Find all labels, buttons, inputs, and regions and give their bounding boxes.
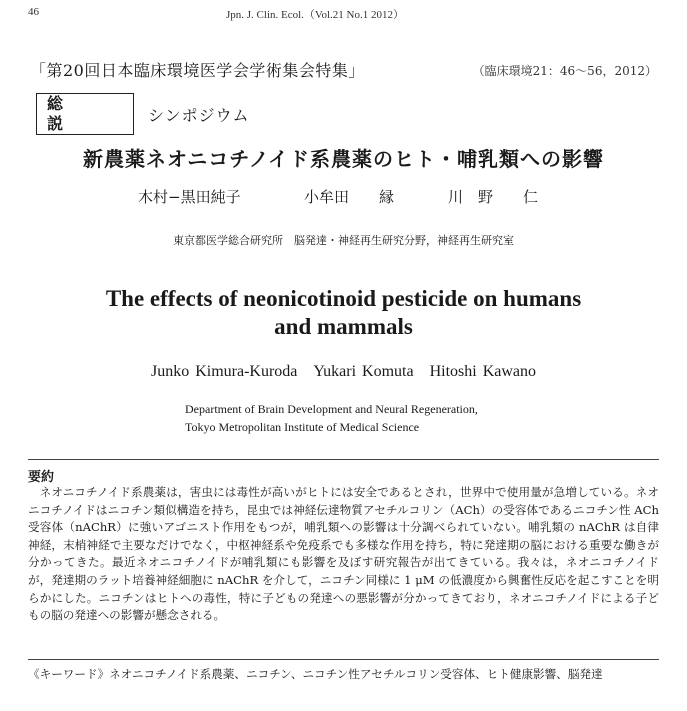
category-label: シンポジウム — [148, 105, 250, 125]
keywords-text: ネオニコチノイド系農薬、ニコチン、ニコチン性アセチルコリン受容体、ヒト健康影響、脳発達 — [109, 667, 603, 681]
keywords — [28, 666, 659, 684]
page-number: 46 — [28, 6, 39, 18]
english-title-line-2: and mammals — [274, 314, 413, 339]
english-affiliation-line-2: Tokyo Metropolitan Institute of Medical Science — [185, 420, 420, 434]
abstract-top-rule — [28, 459, 659, 460]
english-authors: Junko Kimura-Kuroda Yukari Komuta Hitoshi Kawano — [150, 363, 537, 380]
keywords-top-rule — [28, 659, 659, 660]
abstract-heading: 要約 — [28, 470, 55, 485]
english-affiliation — [185, 400, 478, 436]
japanese-affiliation: 東京都医学総合研究所 脳発達・神経再生研究分野，神経再生研究室 — [173, 234, 514, 247]
category-boxed-label: 総 説 — [47, 94, 108, 133]
author-jp-3: 川 野 仁 — [448, 188, 539, 206]
japanese-title: 新農薬ネオニコチノイド系農薬のヒト・哺乳類への影響 — [83, 147, 604, 171]
citation: （臨床環境21：46〜56，2012） — [472, 64, 657, 78]
english-affiliation-line-1: Department of Brain Development and Neural Regeneration, — [185, 402, 478, 416]
abstract-body: ネオニコチノイド系農薬は，害虫には毒性が高いがヒトには安全であるとされ，世界中で使用量が急増している。ネオニコチノイドはニコチン類似構造を持ち，昆虫では神経伝達物質アセチルコリン（ACh）の受容体であるニコチン性 ACh 受容体（nAChR）に強いアゴニスト作用をもつが，哺乳類への影響は十分調べられていない。哺乳類の nAChR は自律神経，末梢神経で主要なだけでなく，中枢神経系や免疫系でも多様な作用を持ち，特に発達期の脳における重要な働きが分かってきた。最近ネオニコチノイドが哺乳類にも影響を及ぼす研究報告が出てきている。我々は，ネオニコチノイドが，発達期のラット培養神経細胞に nAChR を介して，ニコチン同様に 1 μM の低濃度から興奮性反応を起こすことを明らかにした。ニコチンはヒトへの毒性，特に子どもの発達への悪影響が分かってきており，ネオニコチノイドによる子どもの脳の発達への影響が懸念される。 — [28, 485, 659, 623]
series-title: 「第20回日本臨床環境医学会学術集会特集」 — [30, 61, 365, 80]
category-box — [36, 93, 134, 135]
english-title-line-1: The effects of neonicotinoid pesticide on humans — [105, 286, 582, 311]
author-jp-1: 木村−黒田純子 — [138, 188, 241, 206]
journal-running-head: Jpn. J. Clin. Ecol.（Vol.21 No.1 2012） — [226, 9, 404, 21]
english-title — [0, 285, 687, 341]
author-jp-2: 小牟田 縁 — [304, 188, 395, 206]
keywords-label: 《キーワード》 — [28, 667, 110, 681]
category-row — [36, 93, 249, 135]
